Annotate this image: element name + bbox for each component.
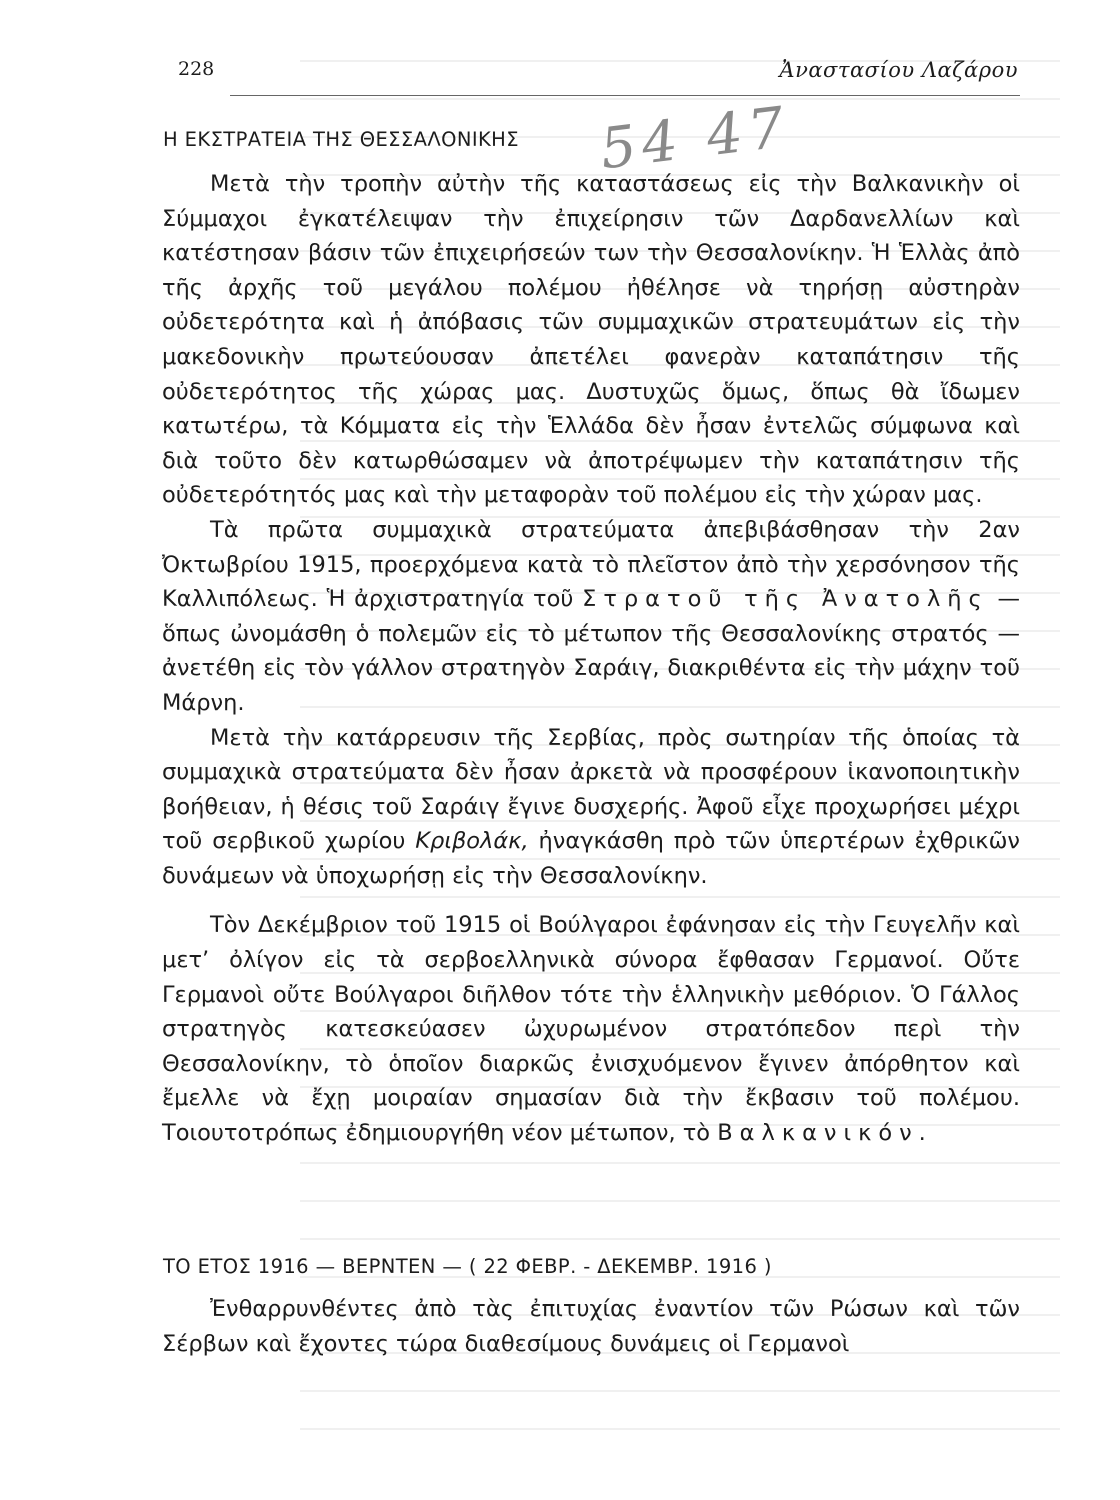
text-run: — ὅπως ὠνομάσθη ὁ πολεμῶν εἰς τὸ μέτωπον τῆς Θεσσαλονίκης στρατός — ἀνετέθη εἰς τὸν γάλλον στρατηγὸν Σαράιγ, διακριθέντα εἰς τὴν μάχην τοῦ Μάρνη. <box>162 586 1020 716</box>
spaced-term: Βαλκανικόν. <box>717 1120 933 1147</box>
page-header <box>178 58 1018 98</box>
header-rule <box>230 95 1020 96</box>
paragraph <box>162 721 1020 894</box>
running-head: Ἀναστασίου Λαζάρου <box>779 58 1018 82</box>
text-run: ἠναγκάσθη πρὸ τῶν ὑπερτέρων ἐχθρικῶν δυνάμεων νὰ ὑποχωρήσῃ εἰς τὴν Θεσσαλονίκην. <box>162 828 1020 889</box>
section-heading: Η ΕΚΣΤΡΑΤΕΙΑ ΤΗΣ ΘΕΣΣΑΛΟΝΙΚΗΣ <box>163 128 519 151</box>
text-run: Τὸν Δεκέμβριον τοῦ 1915 οἱ Βούλγαροι ἐφάνησαν εἰς τὴν Γευγελῆν καὶ μετ’ ὀλίγον εἰς τὰ σερβοελληνικὰ σύνορα ἔφθασαν Γερμανοί. Οὔτε Γερμανοὶ οὔτε Βούλγαροι διῆλθον τότε τὴν ἑλληνικὴν μεθόριον. Ὁ Γάλλος στρατηγὸς κατεσκεύασεν ὠχυρωμένον στρατόπεδον περὶ τὴν Θεσσαλονίκην, τὸ ὁποῖον διαρκῶς ἐνισχυόμενον ἔγινεν ἀπόρθητον καὶ ἔμελλε νὰ ἔχῃ μοιραίαν σημασίαν διὰ τὴν ἔκβασιν τοῦ πολέμου. Τοιουτοτρόπως ἐδημιουργήθη νέον μέτωπον, τὸ <box>162 912 1020 1147</box>
paragraph: Ἐνθαρρυνθέντες ἀπὸ τὰς ἐπιτυχίας ἐναντίον τῶν Ρώσων καὶ τῶν Σέρβων καὶ ἔχοντες τώρα διαθεσίμους δυνάμεις οἱ Γερμανοὶ <box>162 1296 1020 1357</box>
handwritten-annotation: 54 47 <box>596 94 794 183</box>
section-heading: ΤΟ ΕΤΟΣ 1916 — ΒΕΡΝΤΕΝ — ( 22 ΦΕΒΡ. - ΔΕΚΕΜΒΡ. 1916 ) <box>163 1255 772 1278</box>
spaced-term: Στρατοῦ τῆς Ἀνατολῆς <box>582 586 989 613</box>
text-run: Μετὰ τὴν κατάρρευσιν τῆς Σερβίας, πρὸς σωτηρίαν τῆς ὁποίας τὰ συμμαχικὰ στρατεύματα δὲν ἦσαν ἀρκετὰ νὰ προσφέρουν ἱκανοποιητικὴν βοήθειαν, ἡ θέσις τοῦ Σαράιγ ἔγινε δυσχερής. Ἀφοῦ εἶχε προχωρήσει μέχρι τοῦ σερβικοῦ χωρίου <box>162 724 1020 855</box>
page-number: 228 <box>178 58 215 80</box>
text-run: Τὰ πρῶτα συμμαχικὰ στρατεύματα ἀπεβιβάσθησαν τὴν 2αν Ὀκτωβρίου 1915, προερχόμενα κατὰ τὸ πλεῖστον ἀπὸ τὴν χερσόνησον τῆς Καλλιπόλεως. Ἡ ἀρχιστρατηγία τοῦ <box>162 516 1020 613</box>
paragraph <box>162 908 1020 1150</box>
italic-term: Κριβολάκ, <box>415 828 529 855</box>
body-text-section-2 <box>162 1292 1020 1361</box>
body-text-section-1 <box>162 167 1020 1151</box>
paragraph: Μετὰ τὴν τροπὴν αὐτὴν τῆς καταστάσεως εἰς τὴν Βαλκανικὴν οἱ Σύμμαχοι ἐγκατέλειψαν τὴν ἐπιχείρησιν τῶν Δαρδανελλίων καὶ κατέστησαν βάσιν τῶν ἐπιχειρήσεών των τὴν Θεσσαλονίκην. Ἡ Ἑλλὰς ἀπὸ τῆς ἀρχῆς τοῦ μεγάλου πολέμου ἠθέλησε νὰ τηρήσῃ αὐστηρὰν οὐδετερότητα καὶ ἡ ἀπόβασις τῶν συμμαχικῶν στρατευμάτων εἰς τὴν μακεδονικὴν πρωτεύουσαν ἀπετέλει φανερὰν καταπάτησιν τῆς οὐδετερότητος τῆς χώρας μας. Δυστυχῶς ὅμως, ὅπως θὰ ἴδωμεν κατωτέρω, τὰ Κόμματα εἰς τὴν Ἑλλάδα δὲν ἦσαν ἐντελῶς σύμφωνα καὶ διὰ τοῦτο δὲν κατωρθώσαμεν νὰ ἀποτρέψωμεν τὴν καταπάτησιν τῆς οὐδετερότητός μας καὶ τὴν μεταφορὰν τοῦ πολέμου εἰς τὴν χώραν μας. <box>162 171 1020 509</box>
paragraph <box>162 513 1020 721</box>
